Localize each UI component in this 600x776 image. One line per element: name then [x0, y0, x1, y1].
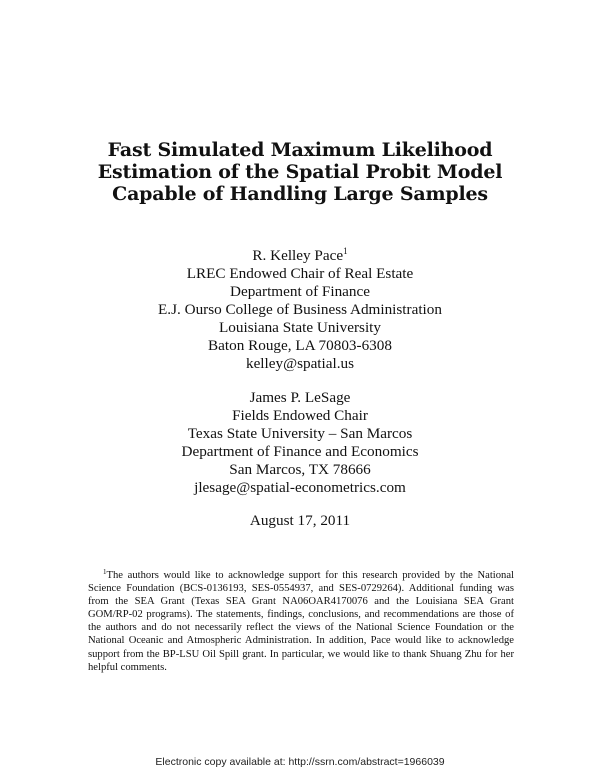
author-name: R. Kelley Pace	[252, 247, 344, 264]
author-block-lesage	[0, 389, 600, 497]
author-name-line	[0, 247, 600, 265]
footnote-text: The authors would like to acknowledge support for this research provided by the National Science Foundation (BCS-0136193, SES-0554937, and SES-0729264). Additional funding was from the SEA Grant (Texas SEA Grant NA06OAR4170076 and the Louisiana SEA Grant GOM/RP-02 programs). The statements, findings, conclusions, and recommendations are those of the authors and do not necessarily reflect the views of the National Science Foundation or the National Oceanic and Atmospheric Administration. In addition, Pace would like to acknowledge support from the BP-LSU Oil Spill grant. In particular, we would like to thank Shuang Zhu for her helpful comments.	[88, 570, 514, 673]
footnote-marker: 1	[103, 568, 107, 576]
affiliation-department: Department of Finance and Economics	[181, 443, 419, 460]
affiliation-university: Texas State University – San Marcos	[187, 425, 413, 442]
paper-date: August 17, 2011	[249, 512, 351, 529]
ssrn-notice[interactable]: Electronic copy available at: http://ssrn.com/abstract=1966039	[155, 756, 445, 768]
affiliation-college: E.J. Ourso College of Business Administration	[158, 301, 442, 318]
affiliation-chair: Fields Endowed Chair	[232, 407, 368, 424]
title-line-2: Estimation of the Spatial Probit Model	[97, 161, 503, 183]
author-block-pace	[0, 247, 600, 373]
affiliation-university: Louisiana State University	[219, 319, 381, 336]
footnote-marker: 1	[343, 246, 348, 256]
title-line-1: Fast Simulated Maximum Likelihood	[107, 139, 493, 161]
author-name: James P. LeSage	[249, 389, 351, 406]
affiliation-address: Baton Rouge, LA 70803-6308	[208, 337, 392, 354]
paper-title	[0, 139, 600, 205]
author-email[interactable]: kelley@spatial.us	[245, 355, 355, 372]
title-line-3: Capable of Handling Large Samples	[112, 183, 488, 205]
acknowledgement-footnote	[88, 569, 514, 674]
affiliation-department: Department of Finance	[229, 283, 370, 300]
affiliation-address: San Marcos, TX 78666	[229, 461, 371, 478]
affiliation-chair: LREC Endowed Chair of Real Estate	[186, 265, 414, 282]
author-email[interactable]: jlesage@spatial-econometrics.com	[194, 479, 406, 496]
